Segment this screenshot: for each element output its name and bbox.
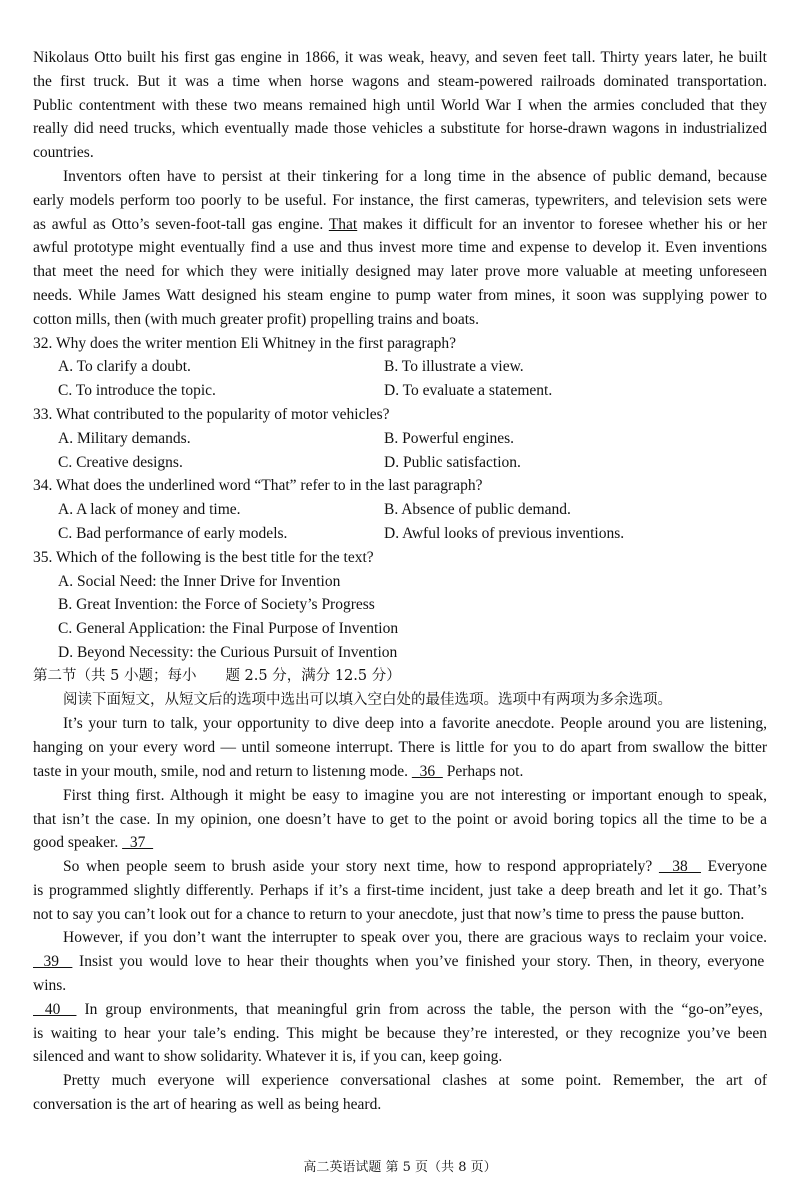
answer-option: A. A lack of money and time. [58,501,241,519]
option-row [33,451,767,475]
text-segment: is programmed slightly differently. Perhaps if it’s a first-time incident, just take a deep breath and let it go. That’s [33,881,767,899]
section-heading: 第二节（共 5 小题；每小 题 2.5 分，满分 12.5 分） [33,667,401,684]
question-stem: 34. What does the underlined word “That” refer to in the last paragraph? [33,477,483,495]
answer-option: B. Absence of public demand. [384,501,571,519]
option-row [33,355,767,379]
answer-option: A. Military demands. [58,429,191,447]
paragraph-line [33,236,767,260]
answer-blank-36: 36 [411,762,443,780]
question-stem: 32. Why does the writer mention Eli Whitney in the first paragraph? [33,334,456,352]
paragraph-line [33,831,767,855]
answer-blank-37: 37 [122,834,154,852]
paragraph-line [33,1045,767,1069]
text-segment: It’s your turn to talk, your opportunity to dive deep into a favorite anecdote. People around you are listening, [63,715,767,733]
exam-page-content [33,46,767,1117]
paragraph-line [33,879,767,903]
paragraph-line [33,308,767,332]
text-segment: silenced and want to show solidarity. Whatever it is, if you can, keep going. [33,1048,503,1066]
text-segment: really did need trucks, which eventually made those vehicles a substitute for horse-drawn wagons in industrialized [33,120,767,138]
answer-option: D. Beyond Necessity: the Curious Pursuit of Invention [58,643,398,661]
text-segment: early models perform too poorly to be useful. For instance, the first cameras, typewriters, and television sets were [33,191,767,209]
paragraph-line [33,903,767,927]
paragraph-line [33,284,767,308]
answer-blank-39: 39 [33,953,73,971]
paragraph-line [33,117,767,141]
paragraph-line [33,189,767,213]
paragraph-line [33,165,767,189]
text-segment: needs. While James Watt designed his steam engine to pump water from mines, it soon was supplying power to [33,286,767,304]
paragraph-line [33,926,767,950]
text-segment: However, if you don’t want the interrupter to speak over you, there are gracious ways to reclaim your voice. [63,929,767,947]
answer-option: C. To introduce the topic. [58,382,216,400]
option-row [33,498,767,522]
text-segment: So when people seem to brush aside your story next time, how to respond appropriately? [63,858,659,876]
text-segment: makes it difficult for an inventor to foresee whether his or her [357,215,767,233]
text-segment: countries. [33,144,94,162]
text-segment: Perhaps not. [442,762,524,780]
answer-option: D. Public satisfaction. [384,453,521,471]
paragraph-line [33,213,767,237]
paragraph-line [33,70,767,94]
text-segment: Insist you would love to hear their thoughts when you’ve finished your story. Then, in theory, everyone [72,953,765,971]
paragraph-line [33,760,767,784]
answer-option: A. Social Need: the Inner Drive for Invention [58,572,341,590]
text-segment: Inventors often have to persist at their tinkering for a long time in the absence of public demand, because [63,167,767,185]
paragraph-line [33,998,767,1022]
text-segment: that isn’t the case. In my opinion, one doesn’t have to get to the point or avoid boring topics all the time to be a [33,810,767,828]
text-segment: wins. [33,977,67,995]
paragraph-line [33,94,767,118]
page-footer: 高二英语试题 第 5 页（共 8 页） [303,1160,497,1175]
answer-option: C. Creative designs. [58,453,183,471]
text-segment: taste in your mouth, smile, nod and return to listenıng mode. [33,762,412,780]
text-segment: cotton mills, then (with much greater profit) propelling trains and boats. [33,310,479,328]
text-segment: not to say you can’t look out for a chance to return to your anecdote, just that now’s time to press the pause button. [33,905,745,923]
answer-blank-40: 40 [33,1000,77,1018]
text-segment: as awful as Otto’s seven-foot-tall gas engine. [33,215,329,233]
paragraph-line [33,260,767,284]
answer-option: A. To clarify a doubt. [58,358,191,376]
paragraph-line [33,784,767,808]
text-segment: that meet the need for which they were initially designed may later prove more valuable at meeting unforeseen [33,263,767,281]
text-segment: Everyone [700,858,768,876]
question-stem: 33. What contributed to the popularity of motor vehicles? [33,405,390,423]
text-segment: the first truck. But it was a time when horse wagons and steam-powered railroads dominated transportation. [33,72,767,90]
option-row [33,427,767,451]
text-segment: is waiting to hear your tale’s ending. This might be because they’re interested, or they recognize you’ve been [33,1024,767,1042]
text-segment: Pretty much everyone will experience conversational clashes at some point. Remember, the art of [63,1072,767,1090]
text-segment: good speaker. [33,834,123,852]
answer-option: B. Powerful engines. [384,429,515,447]
paragraph-line [33,808,767,832]
text-segment: Public contentment with these two means remained high until World War I when the armies concluded that they [33,96,767,114]
option-row [33,379,767,403]
text-segment: In group environments, that meaningful grin from across the table, the person with the “go-on”eyes, [76,1000,763,1018]
paragraph-line [33,46,767,70]
paragraph-line [33,1093,767,1117]
text-segment: Nikolaus Otto built his first gas engine in 1866, it was weak, heavy, and seven feet tall. Thirty years later, he built [33,49,767,66]
paragraph-line [33,855,767,879]
text-segment: hanging on your every word — until someone interrupt. There is little for you to do apart from swallow the bitter [33,739,767,757]
answer-option: D. To evaluate a statement. [384,382,553,400]
paragraph-line [33,974,767,998]
answer-option: D. Awful looks of previous inventions. [384,524,625,542]
text-segment: conversation is the art of hearing as well as being heard. [33,1096,382,1114]
paragraph-line [33,141,767,165]
paragraph-line [33,712,767,736]
text-segment: awful prototype might eventually find a use and thus invest more time and expense to develop it. Even inventions [33,239,767,257]
underlined-word: That [328,215,358,233]
paragraph-line [33,1069,767,1093]
section-instruction: 阅读下面短文，从短文后的选项中选出可以填入空白处的最佳选项。选项中有两项为多余选项。 [63,691,672,708]
paragraph-line [33,1022,767,1046]
option-row [33,522,767,546]
answer-option: B. Great Invention: the Force of Society’s Progress [58,596,375,614]
paragraph-line [33,736,767,760]
answer-option: B. To illustrate a view. [384,358,524,376]
question-stem: 35. Which of the following is the best title for the text? [33,548,374,566]
answer-blank-38: 38 [658,858,701,876]
text-segment: First thing first. Although it might be easy to imagine you are not interesting or important enough to speak, [63,786,767,804]
answer-option: C. Bad performance of early models. [58,524,288,542]
answer-option: C. General Application: the Final Purpose of Invention [58,620,399,638]
paragraph-line [33,950,767,974]
